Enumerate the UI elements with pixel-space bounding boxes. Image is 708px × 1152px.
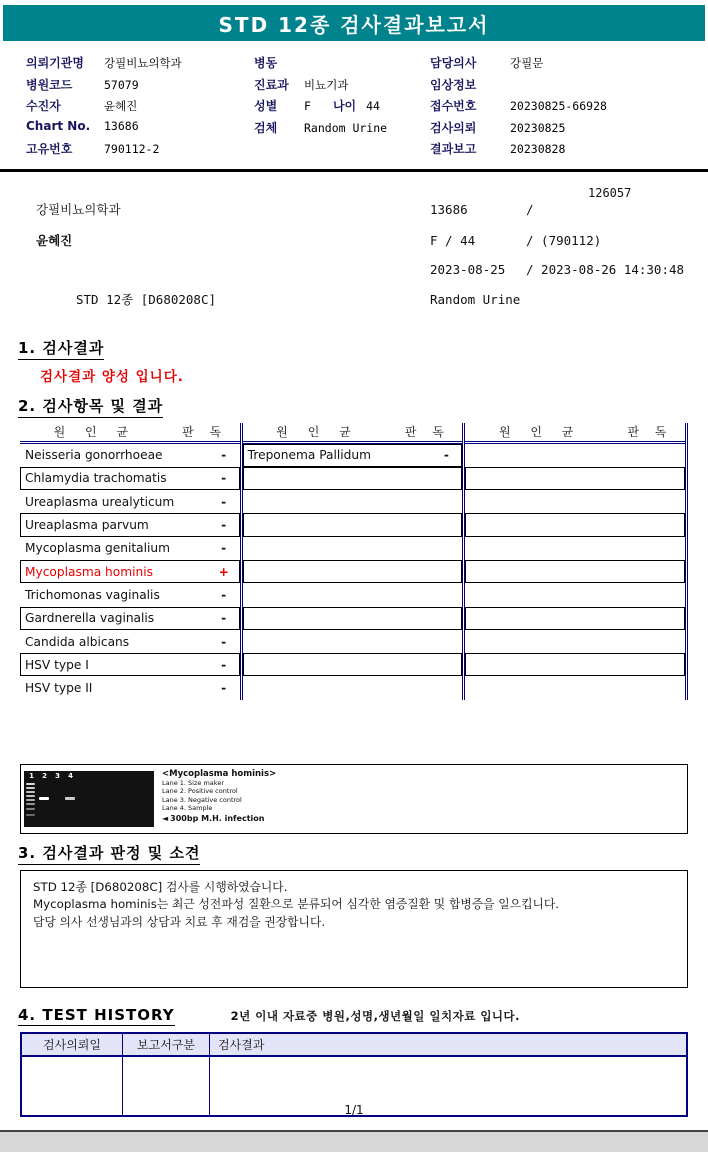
info-field-value: 비뇨기과 [304,77,349,92]
info-row [254,119,430,141]
info-field-label: 담당의사 [430,56,477,70]
result-row [243,444,463,467]
gel-electrophoresis-image [24,771,154,827]
result-row [20,583,240,606]
report-title: STD 12종 검사결과보고서 [218,12,490,37]
results-header-row [20,423,240,444]
section1 [18,337,708,360]
result-row [465,630,685,653]
info-field-label: 의뢰기관명 [26,56,84,70]
section3 [18,842,708,865]
info-field-label: 진료과 [254,77,289,92]
info-row [254,54,430,76]
results-group [240,423,463,700]
gel-band [26,814,35,816]
gel-lane-list [162,779,276,813]
gel-annotations [162,767,276,823]
gel-band-text: 300bp M.H. infection [170,813,265,823]
gel-band [26,795,35,797]
pathogen-name: Neisseria gonorrhoeae [25,448,163,463]
result-row [20,676,240,699]
info-row [26,140,254,162]
summary-birth: / (790112) [526,232,602,248]
reading-column-header: 판 독 [182,425,228,439]
gel-lane-number: 3 [55,771,60,780]
pathogen-name: Trichomonas vaginalis [25,587,160,602]
section1-heading: 1. 검사결과 [18,337,104,360]
order-info-column-2 [254,54,430,162]
pathogen-column-header: 원 인 균 [276,425,359,439]
info-field-label: 병동 [254,56,278,70]
result-row [20,630,240,653]
result-row [465,490,685,513]
result-row [243,513,463,536]
results-header-row [465,423,685,444]
info-field-value: 강필문 [510,56,544,70]
result-row [243,560,463,583]
form-number: 126057 [588,185,632,200]
info-row [430,97,708,119]
result-row [465,560,685,583]
info-field-label: 검사의뢰 [430,120,477,135]
gel-lane-number: 2 [42,771,47,780]
section2-heading: 2. 검사항목 및 결과 [18,395,163,418]
comment-line: STD 12종 [D680208C] 검사를 시행하였습니다. [33,879,288,894]
pathogen-name: Chlamydia trachomatis [25,471,167,486]
pathogen-name: Treponema Pallidum [247,448,371,463]
info-row [430,119,708,141]
info-field-value: 강필비뇨의학과 [104,56,182,70]
results-header-row [243,423,463,444]
gel-band [26,799,35,801]
result-row [465,444,685,467]
gel-band-label [162,814,276,823]
summary-sex-age: F / 44 [430,232,476,248]
gel-lane-numbers [25,772,77,780]
gel-band [39,797,49,800]
info-row [26,97,254,119]
reading-column-header: 판 독 [404,425,450,439]
info-field-value: 790112-2 [104,142,160,156]
result-row [465,583,685,606]
gel-lane-description: Lane 3. Negative control [162,795,242,804]
pathogen-column-header: 원 인 균 [53,425,137,439]
info-field-value: 13686 [104,118,139,133]
result-row [465,467,685,490]
info-field-label: 병원코드 [26,77,73,92]
result-value: - [221,448,227,463]
summary-chart-no: 13686 [430,201,468,217]
comment-box [20,870,688,988]
summary-row [20,290,688,308]
gel-lane-description: Lane 4. Sample [162,804,213,813]
results-table [20,423,688,700]
summary-separator: / [526,201,534,217]
result-row [465,653,685,676]
summary-request-date: 2023-08-25 [430,261,506,277]
info-field-label: 검체 [254,120,278,135]
gel-lane-number: 1 [29,771,34,780]
pathogen-name: Ureaplasma urealyticum [25,494,175,509]
gel-band [26,803,35,805]
lab-report-page [0,5,708,1117]
result-row [465,676,685,699]
info-field-value: 윤혜진 [104,99,138,113]
left-arrow-icon: ◄ [162,813,169,823]
result-row [243,583,463,606]
info-row [254,97,430,119]
reading-column-header: 판 독 [627,425,673,439]
history-column-header: 검사의뢰일 [22,1034,123,1055]
result-row [243,630,463,653]
result-value: - [221,518,227,533]
gel-lane-description: Lane 1. Size maker [162,778,224,787]
gel-lane-description: Lane 2. Positive control [162,787,238,796]
history-column-header: 보고서구분 [123,1034,210,1055]
summary-row [20,231,688,249]
section2 [18,395,708,418]
gel-band [26,791,35,793]
pathogen-name: HSV type I [25,657,89,672]
gel-band [26,808,35,810]
report-header-banner [3,5,705,41]
summary-hospital: 강필비뇨의학과 [36,201,121,217]
result-value: - [221,471,227,486]
result-row [20,653,240,676]
pathogen-name: Mycoplasma genitalium [25,541,171,556]
result-row [20,444,240,467]
result-row [20,560,240,583]
comment-line: 담당 의사 선생님과의 상담과 치료 후 재검을 권장합니다. [33,915,326,930]
result-value: - [221,541,227,556]
page-number: 1/1 [344,1103,364,1117]
summary-row [20,262,688,277]
result-row [465,607,685,630]
info-field-label: Chart No. [26,118,91,133]
result-value: - [221,494,227,509]
info-field-label: 고유번호 [26,142,73,156]
result-value: - [221,611,227,626]
gel-band [26,783,35,785]
result-value: - [221,634,227,649]
result-row [20,467,240,490]
overall-result-text: 검사결과 양성 입니다. [40,368,184,385]
info-row [430,140,708,162]
result-value: - [221,587,227,602]
info-row [26,76,254,98]
result-row [20,513,240,536]
info-row [26,54,254,76]
patient-summary-section [0,172,708,329]
result-row [20,607,240,630]
result-row [243,653,463,676]
info-field-label: 결과보고 [430,142,477,156]
pathogen-name: Ureaplasma parvum [25,518,149,533]
result-value: - [221,657,227,672]
results-group [462,423,688,700]
gel-title: <Mycoplasma hominis> [162,768,277,779]
gel-band [65,797,75,800]
order-info-column-1 [26,54,254,162]
result-value: - [221,681,227,696]
info-field-value: 44 [366,99,380,113]
result-row [20,537,240,560]
summary-specimen: Random Urine [430,291,521,307]
history-header-row [22,1034,686,1057]
result-row [243,607,463,630]
order-info-column-3 [430,54,708,162]
results-group [20,423,240,700]
pathogen-name: Candida albicans [25,634,130,649]
order-info-section [0,41,708,167]
info-field-value: F [304,99,311,113]
result-value: - [443,448,449,463]
pathogen-name: Mycoplasma hominis [25,564,153,579]
page-bottom-edge [0,1130,708,1152]
section3-heading: 3. 검사결과 판정 및 소견 [18,842,200,865]
history-column-header: 검사결과 [218,1037,265,1052]
result-row [243,490,463,513]
result-row [243,537,463,560]
result-row [465,513,685,536]
info-field-label: 수진자 [26,99,61,113]
info-field-value: 20230825 [510,120,566,135]
info-field-value: Random Urine [304,120,388,135]
info-field-label: 접수번호 [430,99,477,113]
gel-panel [20,764,688,834]
info-field-value: 20230828 [510,142,566,156]
info-field-value: 20230825-66928 [510,99,607,113]
result-row [243,467,463,490]
summary-test-name: STD 12종 [D680208C] [76,291,217,307]
pathogen-column-header: 원 인 균 [498,425,582,439]
info-row [430,76,708,98]
gel-lane-number: 4 [68,771,73,780]
info-field-label: 나이 [332,99,357,113]
section4-heading: 4. TEST HISTORY [18,1005,175,1024]
info-row [26,119,254,141]
info-field-label: 성별 [254,99,278,113]
info-field-label: 임상정보 [430,77,477,92]
summary-patient-name: 윤혜진 [36,232,73,248]
info-field-value: 57079 [104,77,139,92]
result-row [465,537,685,560]
history-note: 2년 이내 자료중 병원,성명,생년월일 일치자료 입니다. [230,1008,521,1023]
summary-row [20,200,688,218]
pathogen-name: HSV type II [25,681,93,696]
gel-band [26,787,35,789]
summary-report-datetime: / 2023-08-26 14:30:48 [526,261,685,277]
section4 [18,1006,708,1026]
result-value: + [218,564,229,579]
info-row [430,54,708,76]
result-row [20,490,240,513]
comment-line: Mycoplasma hominis는 최근 성전파성 질환으로 분류되어 심각한 염증질환 및 합병증을 일으킵니다. [33,897,560,912]
pathogen-name: Gardnerella vaginalis [25,611,155,626]
info-row [254,76,430,98]
result-row [243,676,463,699]
